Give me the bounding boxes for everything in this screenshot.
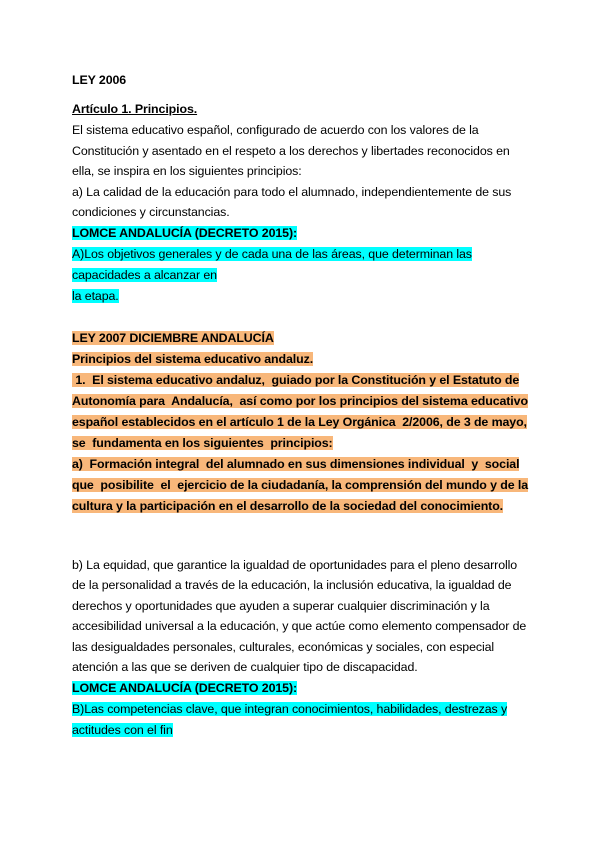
point-1-text-3: español establecidos en el artículo 1 de la Ley Orgánica 2/2006, de 3 de mayo,: [72, 414, 527, 429]
lomce-heading-2-text: LOMCE ANDALUCÍA (DECRETO 2015):: [72, 680, 297, 695]
article-heading-text: Artículo 1. Principios.: [72, 102, 198, 116]
principle-a-line-1: a) La calidad de la educación para todo el alumnado, independientemente de sus: [72, 184, 512, 199]
principle-b-line-1: b) La equidad, que garantice la igualdad de oportunidades para el pleno desarrollo: [72, 557, 518, 572]
lomce-a-text-2: capacidades a alcanzar en: [72, 267, 217, 282]
lomce-b-text-2: actitudes con el fin: [72, 722, 173, 737]
lomce-a-line-2: [72, 265, 530, 286]
point-1-line-4: [72, 433, 530, 454]
lomce-heading-1: [72, 223, 530, 244]
point-a-text-1: a) Formación integral del alumnado en sus dimensiones individual y social: [72, 456, 520, 471]
intro-line-3: ella, se inspira en los siguientes principios:: [72, 164, 302, 178]
article-heading: [72, 99, 530, 120]
ley-2007-title-text: LEY 2007 DICIEMBRE ANDALUCÍA: [72, 330, 274, 345]
intro-line-2: Constitución y asentado en el respeto a los derechos y libertades reconocidos en: [72, 143, 510, 158]
point-a-text-2: que posibilite el ejercicio de la ciudadanía, la comprensión del mundo y de la: [72, 477, 528, 492]
principle-b-line-3: derechos y oportunidades que ayuden a superar cualquier discriminación y la: [72, 598, 490, 613]
point-a-text-3: cultura y la participación en el desarrollo de la sociedad del conocimiento.: [72, 498, 504, 513]
principle-b-line-6: atención a las que se deriven de cualquier tipo de discapacidad.: [72, 660, 418, 674]
point-a-line-3: [72, 496, 530, 517]
lomce-b-line-2: [72, 720, 530, 741]
point-1-line-2: [72, 391, 530, 412]
lomce-a-text-3: la etapa.: [72, 288, 119, 303]
point-1-text-1: 1. El sistema educativo andaluz, guiado por la Constitución y el Estatuto de: [72, 372, 520, 387]
ley-2007-title: [72, 328, 530, 349]
principle-b-line-5: las desigualdades personales, culturales, económicas y sociales, con especial: [72, 639, 495, 654]
ley-2006-title: LEY 2006: [72, 73, 127, 87]
lomce-b-line-1: [72, 699, 530, 720]
principle-a-line-2: condiciones y circunstancias.: [72, 205, 230, 219]
lomce-a-line-3: [72, 286, 530, 307]
lomce-a-text-1: A)Los objetivos generales y de cada una de las áreas, que determinan las: [72, 246, 472, 261]
point-a-line-2: [72, 475, 530, 496]
lomce-heading-2: [72, 678, 530, 699]
intro-line-1: El sistema educativo español, configurado de acuerdo con los valores de la: [72, 123, 479, 137]
point-1-line-3: [72, 412, 530, 433]
document-body: [72, 70, 530, 741]
point-1-line-1: [72, 370, 530, 391]
lomce-b-text-1: B)Las competencias clave, que integran conocimientos, habilidades, destrezas y: [72, 701, 508, 716]
point-a-line-1: [72, 454, 530, 475]
ley-2007-subtitle-text: Principios del sistema educativo andaluz.: [72, 351, 314, 366]
lomce-a-line-1: [72, 244, 530, 265]
principle-b-line-4: accesibilidad universal a la educación, y que actúe como elemento compensador de: [72, 619, 527, 633]
principle-b-line-2: de la personalidad a través de la educación, la inclusión educativa, la igualdad de: [72, 578, 512, 592]
ley-2007-subtitle: [72, 349, 530, 370]
point-1-text-2: Autonomía para Andalucía, así como por los principios del sistema educativo: [72, 393, 528, 408]
lomce-heading-1-text: LOMCE ANDALUCÍA (DECRETO 2015):: [72, 225, 297, 240]
point-1-text-4: se fundamenta en los siguientes principios:: [72, 435, 333, 450]
